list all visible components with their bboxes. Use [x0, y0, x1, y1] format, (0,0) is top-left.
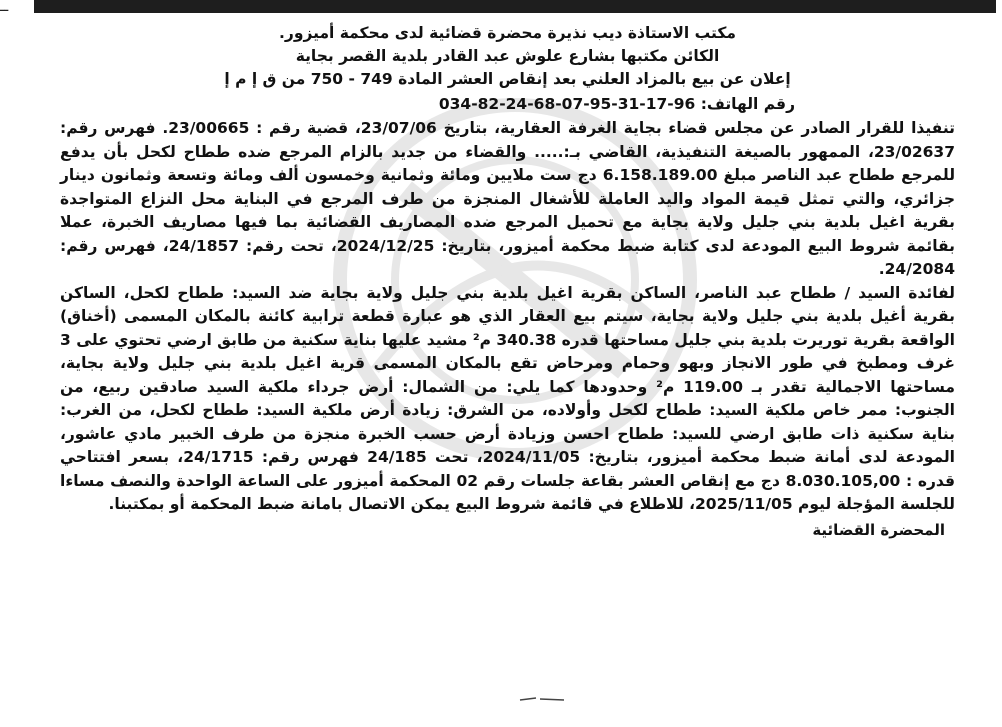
signature-label: المحضرة القضائية: [812, 520, 945, 539]
office-title: مكتب الاستاذة ديب نذيرة محضرة قضائية لدى محكمة أميزور.: [279, 24, 736, 42]
bottom-scribble: [518, 694, 568, 704]
body-paragraph-judgment: تنفيذا للقرار الصادر عن مجلس قضاء بجاية الغرفة العقارية، بتاريخ 23/07/06، قضية رقم : 23/00665. فهرس رقم: 23/02637، الممهور بالصيغة التنفيذية، القاضي بـ:..... والقضاء من جديد بالزام المرجع ضده ططاح لكحل بأن يدفع للمرجع ططاح عبد الناصر مبلغ 6.158.189.00 دج ست ملايين ومائة وثمانية وخمسون ألف ومائة وتسعة وثمانون دينار جزائري، والتي تمثل قيمة المواد واليد العاملة للأشغال المنجزة من طرف المرجع في البناية محل النزاع المتواجدة بقرية اغيل بلدية بني جليل ولاية بجاية مع تحميل المرجع ضده المصاريف القضائية بما فيها مصاريف الخبرة، عملا بقائمة شروط البيع المودعة لدى كتابة ضبط محكمة أميزور، بتاريخ: 2024/12/25، تحت رقم: 24/1857، فهرس رقم: 24/2084.: [60, 119, 956, 278]
phone-number: رقم الهاتف: 96-17-31-95-07-68-24-82-034: [438, 95, 795, 113]
margin-mark: ــ: [0, 0, 9, 15]
notice-title: إعلان عن بيع بالمزاد العلني بعد إنقاص العشر المادة 749 - 750 من ق إ م إ: [224, 70, 791, 88]
office-address: الكائن مكتبها بشارع علوش عبد القادر بلدية القصر بجاية: [295, 47, 720, 65]
top-border-bar: [34, 0, 996, 13]
notice-body: [60, 117, 955, 517]
body-paragraph-sale: لفائدة السيد / ططاح عبد الناصر، الساكن بقرية اغيل بلدية بني جليل ولاية بجاية ضد السيد: ططاح لكحل، الساكن بقرية أغيل بلدية بني جليل ولاية بجاية، سيتم بيع العقار الذي هو عبارة قطعة ترابية كائنة بالمكان المسمى (أخناق) الواقعة بقرية توريرت بلدية بني جليل مساحتها قدره 340.38 م² مشيد عليها بناية سكنية من طابق ارضي تحتوي على 3 غرف ومطبخ في طور الانجاز وبهو وحمام ومرحاض تقع بالمكان المسمى قرية اغيل بلدية بني جليل ولاية بجاية، مساحتها الاجمالية تقدر بـ 119.00 م² وحدودها كما يلي: من الشمال: أرض جرداء ملكية السيد صادقين ربيع، من الجنوب: ممر خاص ملكية السيد: ططاح لكحل وأولاده، من الشرق: زيادة أرض ملكية السيد: ططاح لكحل، من الغرب: بناية سكنية ذات طابق ارضي للسيد: ططاح احسن وزيادة أرض حسب الخبرة منجزة من طرف الخبير مادي عاشور، المودعة لدى أمانة ضبط محكمة أميزور، بتاريخ: 2024/11/05، تحت 24/185 فهرس رقم: 24/1715، بسعر افتتاحي قدره : 8.030.105,00 دج مع إنقاص العشر بقاعة جلسات رقم 02 المحكمة أميزور على الساعة الواحدة والنصف مساءا للجلسة المؤجلة ليوم 2025/11/05، للاطلاع في قائمة شروط البيع يمكن الاتصال بامانة ضبط المحكمة أو بمكتبنا.: [60, 283, 955, 513]
legal-notice: [60, 22, 955, 542]
